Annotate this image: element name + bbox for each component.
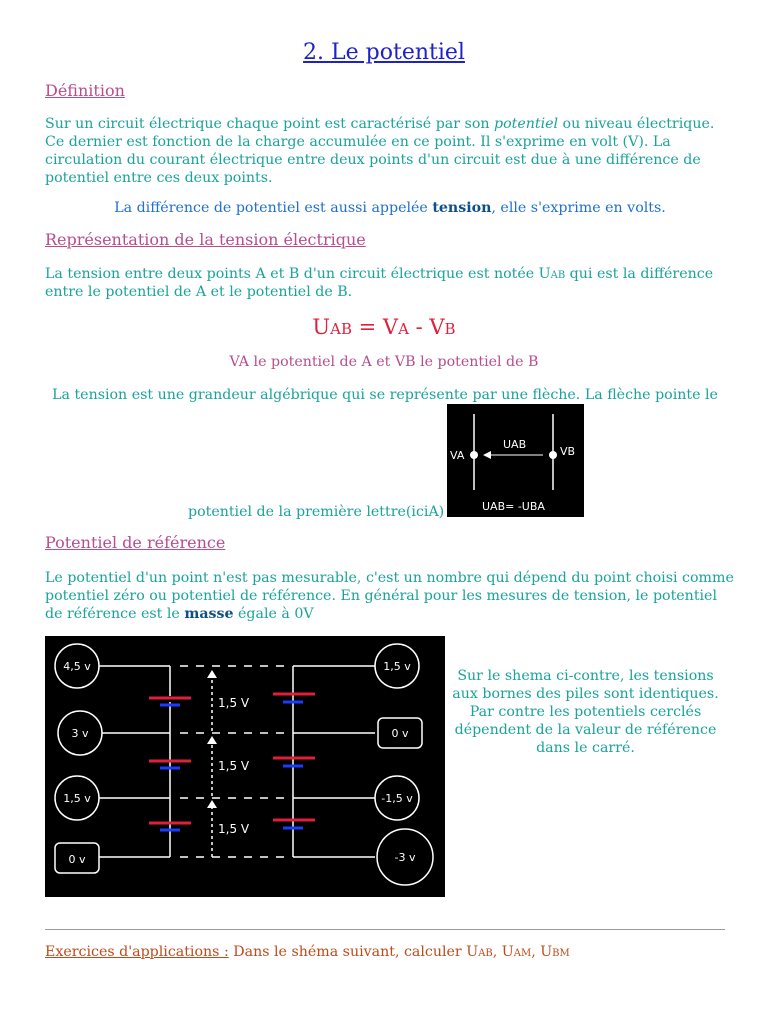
uab-relation: UAB= -UBA <box>482 500 545 513</box>
left-node-label: 4,5 v <box>63 660 91 673</box>
reference-paragraph: Le potentiel d'un point n'est pas mesurable, c'est un nombre qui dépend du point choisi comme potentiel zéro ou potentiel de référence. En général pour les mesures de tension, le potentiel de référence est le masse égale à 0V <box>45 570 734 622</box>
right-node-label: -3 v <box>394 851 416 864</box>
battery-label: 1,5 V <box>218 759 250 773</box>
reference-node-label: 0 v <box>391 727 409 740</box>
arrow-explanation: La tension est une grandeur algébrique qui se représente par une flèche. La flèche pointe le <box>52 387 718 403</box>
arrow-explanation-end: potentiel de la première lettre(iciA) <box>188 504 445 520</box>
exercise-label: Exercices d'applications : <box>45 944 229 960</box>
representation-heading: Représentation de la tension électrique <box>45 230 366 249</box>
reference-heading: Potentiel de référence <box>45 533 226 552</box>
battery-label: 1,5 V <box>218 822 250 836</box>
vb-label: VB <box>560 445 576 458</box>
reference-potential-diagram <box>45 636 445 897</box>
va-label: VA <box>450 449 465 462</box>
reference-node-label: 0 v <box>68 853 86 866</box>
page-title: 2. Le potentiel <box>303 40 465 65</box>
diagram-side-note: Sur le shema ci-contre, les tensions aux bornes des piles sont identiques. Par contre les potentiels cerclés dépendent de la valeur de référence dans le carré. <box>452 668 719 756</box>
exercise-line: Exercices d'applications : Dans le shéma suivant, calculer Uab, Uam, Ubm <box>45 944 570 960</box>
left-node-label: 3 v <box>71 727 89 740</box>
representation-paragraph: La tension entre deux points A et B d'un circuit électrique est notée Uab qui est la différence entre le potentiel de A et le potentiel de B. <box>45 266 714 300</box>
formula: Uab = Va - Vb <box>312 315 456 339</box>
definition-heading: Définition <box>45 81 125 100</box>
battery-label: 1,5 V <box>218 696 250 710</box>
definition-paragraph: Sur un circuit électrique chaque point est caractérisé par son potentiel ou niveau électrique. Ce dernier est fonction de la charge accumulée en ce point. Il s'exprime en volt (V). La circulation du courant électrique entre deux points d'un circuit est due à une différence de potentiel entre ces deux points. <box>45 116 715 186</box>
right-node-label: -1,5 v <box>381 792 413 805</box>
divider <box>45 929 725 930</box>
uab-label: UAB <box>503 438 527 451</box>
right-node-label: 1,5 v <box>383 660 411 673</box>
tension-definition: La différence de potentiel est aussi appelée tension, elle s'exprime en volts. <box>114 200 666 216</box>
left-node-label: 1,5 v <box>63 792 91 805</box>
tension-arrow-diagram <box>447 404 584 517</box>
formula-note: VA le potentiel de A et VB le potentiel de B <box>229 354 539 370</box>
